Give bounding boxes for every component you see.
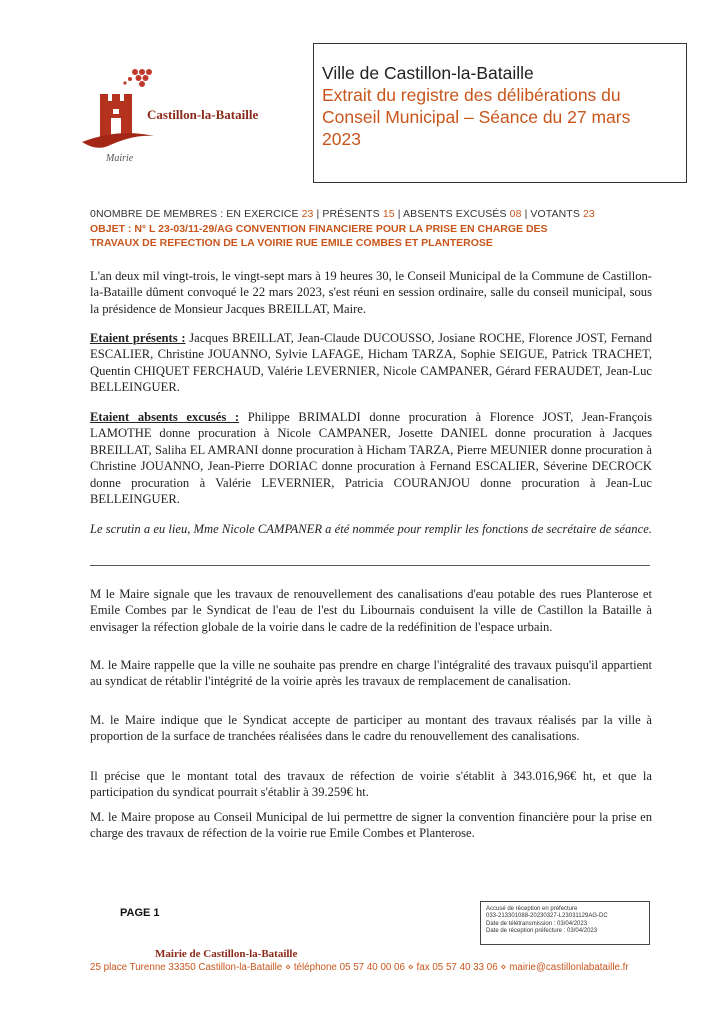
scrutin-paragraph: Le scrutin a eu lieu, Mme Nicole CAMPANER a été nommée pour remplir les fonctions de secrétaire de séance.	[90, 522, 652, 536]
body-paragraph-3: M. le Maire indique que le Syndicat accepte de participer au montant des travaux réalisés par la ville à proportion de la surface de tranchées réalisées dans le cadre du renouvellement des canalisations.	[90, 713, 652, 744]
votants-label: | VOTANTS	[524, 208, 580, 220]
logo-subtitle: Mairie	[106, 153, 134, 164]
page-number: PAGE 1	[120, 907, 160, 919]
members-prefix: 0NOMBRE DE MEMBRES : EN EXERCICE	[90, 208, 299, 220]
logo-town-name: Castillon-la-Bataille	[147, 107, 259, 122]
votants-count: 23	[582, 208, 595, 220]
body-paragraph-4: Il précise que le montant total des travaux de réfection de voirie s'établit à 343.016,96€ ht, et que la participation du syndicat pourrait s'établir à 39.259€ ht.	[90, 769, 652, 800]
presents-label: | PRÉSENTS	[316, 208, 380, 220]
excuses-count: 08	[509, 208, 522, 220]
body-paragraph-5: M. le Maire propose au Conseil Municipal de lui permettre de signer la convention financière pour la prise en charge des travaux de réfection de la voirie rue Emile Combes et Planterose.	[90, 810, 652, 841]
objet-line-1: OBJET : N° L 23-03/11-29/AG CONVENTION FINANCIERE POUR LA PRISE EN CHARGE DES	[90, 223, 548, 235]
header-title-line-1: Extrait du registre des délibérations du	[322, 85, 621, 105]
stamp-line-3: Date de télétransmission : 03/04/2023	[486, 920, 588, 927]
excuses-label: | ABSENTS EXCUSÉS	[397, 208, 507, 220]
header-town: Ville de Castillon-la-Bataille	[322, 63, 534, 83]
absents-list: Philippe BRIMALDI donne procuration à Florence JOST, Jean-François LAMOTHE donne procuration à Nicole CAMPANER, Josette DANIEL donne procuration à Jacques BREILLAT, Saliha EL AMRANI donne procuration à Hicham TARZA, Pierre MEUNIER donne procuration à Christine JOUANNO, Jean-Pierre DORIAC donne procuration à Fernand ESCALIER, Séverine DECROCK donne procuration à Valérie LEVERNIER, Patricia COURANJOU donne procuration à Jean-Luc BELLEINGUER.	[90, 410, 652, 507]
footer-address: 25 place Turenne 33350 Castillon-la-Bataille ⋄ téléphone 05 57 40 00 06 ⋄ fax 05 57 40 33 06 ⋄ mairie@castillonlabataille.fr	[90, 962, 629, 973]
absents-label-text: Etaient absents excusés :	[90, 410, 240, 424]
section-divider	[90, 565, 650, 566]
absents-paragraph	[90, 409, 652, 507]
presents-paragraph	[90, 330, 652, 396]
objet-line-2: TRAVAUX DE REFECTION DE LA VOIRIE RUE EMILE COMBES ET PLANTEROSE	[90, 237, 493, 249]
members-count-line	[90, 208, 595, 220]
intro-paragraph: L'an deux mil vingt-trois, le vingt-sept mars à 19 heures 30, le Conseil Municipal de la Commune de Castillon-la-Bataille dûment convoqué le 22 mars 2023, s'est réuni en session ordinaire, salle du conseil municipal, sous la présidence de Monsieur Jacques BREILLAT, Maire.	[90, 269, 652, 316]
header-title-line-3: 2023	[322, 129, 361, 149]
body-paragraph-2: M. le Maire rappelle que la ville ne souhaite pas prendre en charge l'intégralité des travaux puisqu'il appartient au syndicat de rétablir l'intégrité de la voirie après les travaux de remplacement de canalisation.	[90, 658, 652, 689]
stamp-line-1: Accusé de réception en préfecture	[486, 906, 578, 912]
presents-list: Jacques BREILLAT, Jean-Claude DUCOUSSO, Josiane ROCHE, Florence JOST, Fernand ESCALIER, Christine JOUANNO, Sylvie LAFAGE, Hicham TARZA, Sophie SEIGUE, Patrick TRACHET, Quentin CHIQUET FERCHAUD, Valérie LEVERNIER, Nicole CAMPANER, Gérard FERAUDET, Jean-Luc BELLEINGUER.	[90, 331, 652, 395]
document-header	[313, 43, 687, 183]
members-exercice: 23	[301, 208, 314, 220]
presents-count: 15	[382, 208, 395, 220]
prefecture-receipt-stamp	[480, 901, 650, 945]
stamp-line-4: Date de réception préfecture : 03/04/2023	[486, 928, 598, 935]
stamp-line-2: 033-213301088-20230327-L23031129AG-DC	[486, 913, 608, 920]
footer-mairie-name: Mairie de Castillon-la-Bataille	[155, 948, 298, 960]
body-paragraph-1: M le Maire signale que les travaux de renouvellement des canalisations d'eau potable des rues Planterose et Emile Combes par le Syndicat de l'eau de l'est du Libournais conduisent la ville de Castillon la Bataille à envisager la réfection globale de la voirie dans le cadre de la redéfinition de l'espace urbain.	[90, 587, 652, 634]
header-title-line-2: Conseil Municipal – Séance du 27 mars	[322, 107, 631, 127]
presents-label-text: Etaient présents :	[90, 331, 186, 345]
